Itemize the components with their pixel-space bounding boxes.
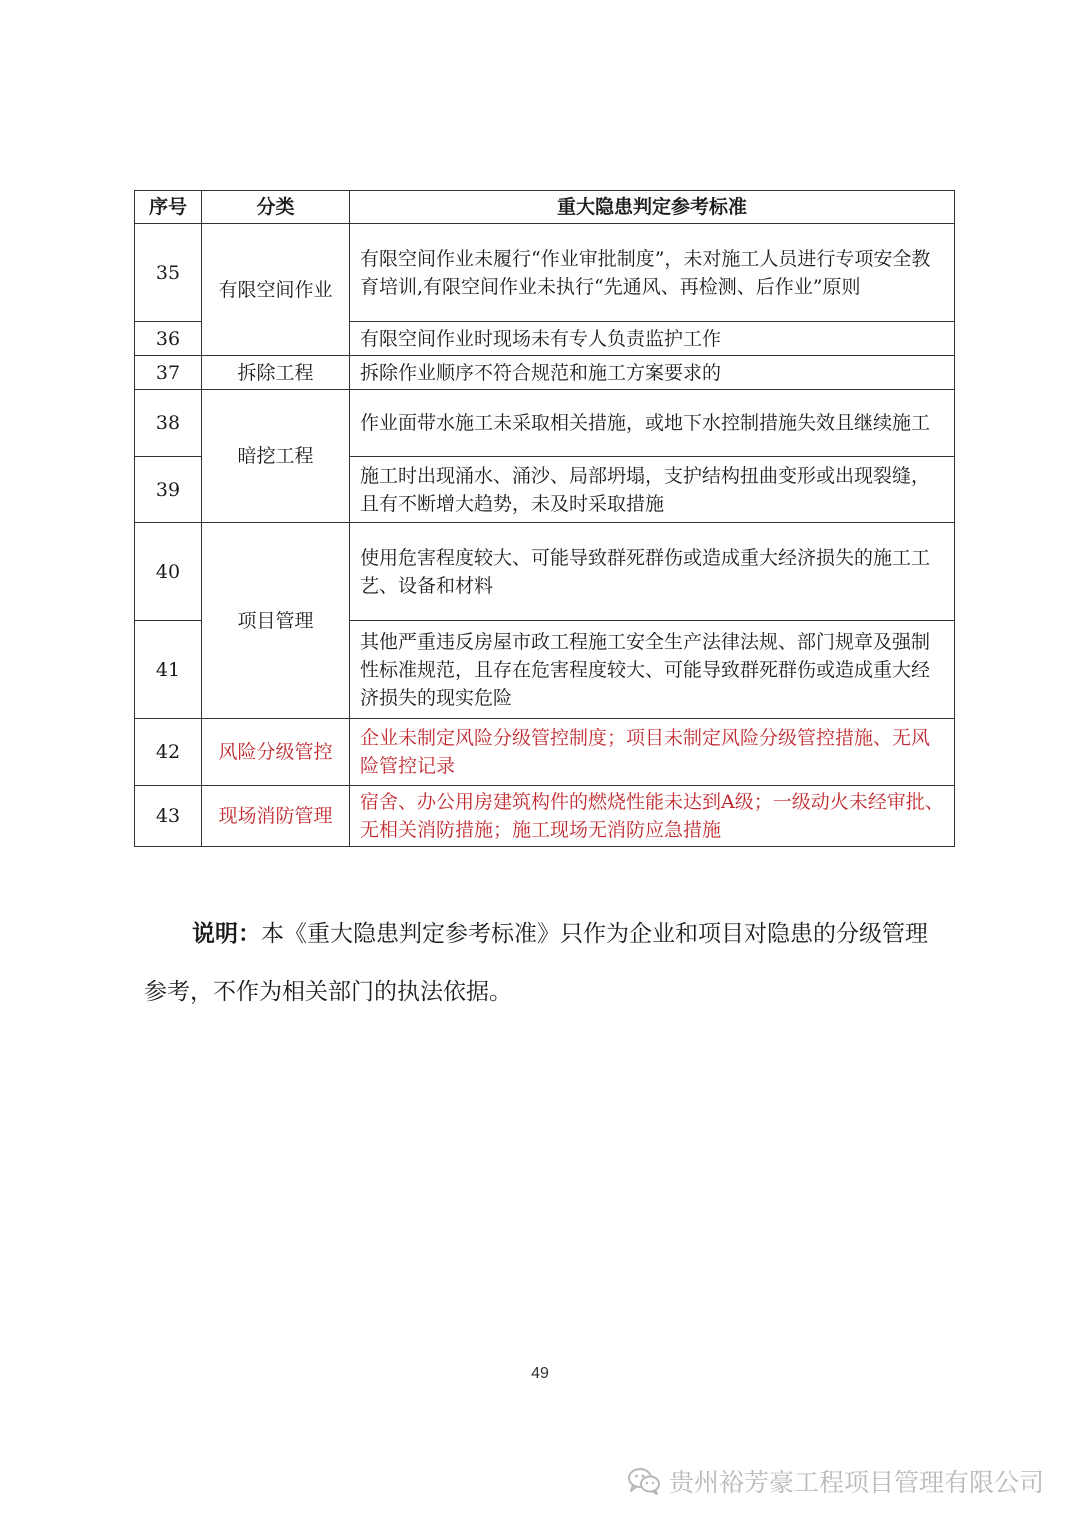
row-no: 41 xyxy=(135,621,202,719)
category-cell: 拆除工程 xyxy=(202,356,350,390)
watermark-text: 贵州裕芳豪工程项目管理有限公司 xyxy=(668,1468,1044,1497)
standard-cell: 有限空间作业时现场未有专人负责监护工作 xyxy=(350,322,955,356)
row-no: 35 xyxy=(135,224,202,322)
row-no: 37 xyxy=(135,356,202,390)
row-no: 36 xyxy=(135,322,202,356)
hazard-standards-table xyxy=(134,190,955,847)
row-no: 39 xyxy=(135,457,202,523)
standard-cell: 企业未制定风险分级管控制度；项目未制定风险分级管控措施、无风险管控记录 xyxy=(350,719,955,786)
page-number: 49 xyxy=(531,1365,549,1382)
standard-cell: 作业面带水施工未采取相关措施，或地下水控制措施失效且继续施工 xyxy=(350,390,955,457)
watermark xyxy=(627,1463,1044,1499)
category-cell: 项目管理 xyxy=(202,523,350,719)
table-row xyxy=(135,356,955,390)
table-header-row xyxy=(135,191,955,224)
standard-cell: 使用危害程度较大、可能导致群死群伤或造成重大经济损失的施工工艺、设备和材料 xyxy=(350,523,955,621)
category-cell: 暗挖工程 xyxy=(202,390,350,523)
wechat-icon xyxy=(627,1466,661,1496)
standard-cell: 拆除作业顺序不符合规范和施工方案要求的 xyxy=(350,356,955,390)
row-no: 40 xyxy=(135,523,202,621)
note-text: 本《重大隐患判定参考标准》只作为企业和项目对隐患的分级管理参考，不作为相关部门的执法依据。 xyxy=(144,921,928,1005)
note-paragraph xyxy=(144,905,950,1021)
table-row xyxy=(135,786,955,847)
note-label: 说明： xyxy=(192,920,261,947)
category-cell: 现场消防管理 xyxy=(202,786,350,847)
category-cell: 有限空间作业 xyxy=(202,224,350,356)
standard-cell: 有限空间作业未履行“作业审批制度”，未对施工人员进行专项安全教育培训,有限空间作业未执行“先通风、再检测、后作业”原则 xyxy=(350,224,955,322)
table-row xyxy=(135,719,955,786)
category-cell: 风险分级管控 xyxy=(202,719,350,786)
standard-cell: 施工时出现涌水、涌沙、局部坍塌，支护结构扭曲变形或出现裂缝，且有不断增大趋势，未及时采取措施 xyxy=(350,457,955,523)
table-row xyxy=(135,224,955,322)
header-standard: 重大隐患判定参考标准 xyxy=(350,191,955,224)
row-no: 38 xyxy=(135,390,202,457)
header-no: 序号 xyxy=(135,191,202,224)
table-row xyxy=(135,523,955,621)
row-no: 43 xyxy=(135,786,202,847)
header-category: 分类 xyxy=(202,191,350,224)
row-no: 42 xyxy=(135,719,202,786)
standard-cell: 其他严重违反房屋市政工程施工安全生产法律法规、部门规章及强制性标准规范，且存在危害程度较大、可能导致群死群伤或造成重大经济损失的现实危险 xyxy=(350,621,955,719)
standard-cell: 宿舍、办公用房建筑构件的燃烧性能未达到A级；一级动火未经审批、无相关消防措施；施工现场无消防应急措施 xyxy=(350,786,955,847)
table-row xyxy=(135,390,955,457)
